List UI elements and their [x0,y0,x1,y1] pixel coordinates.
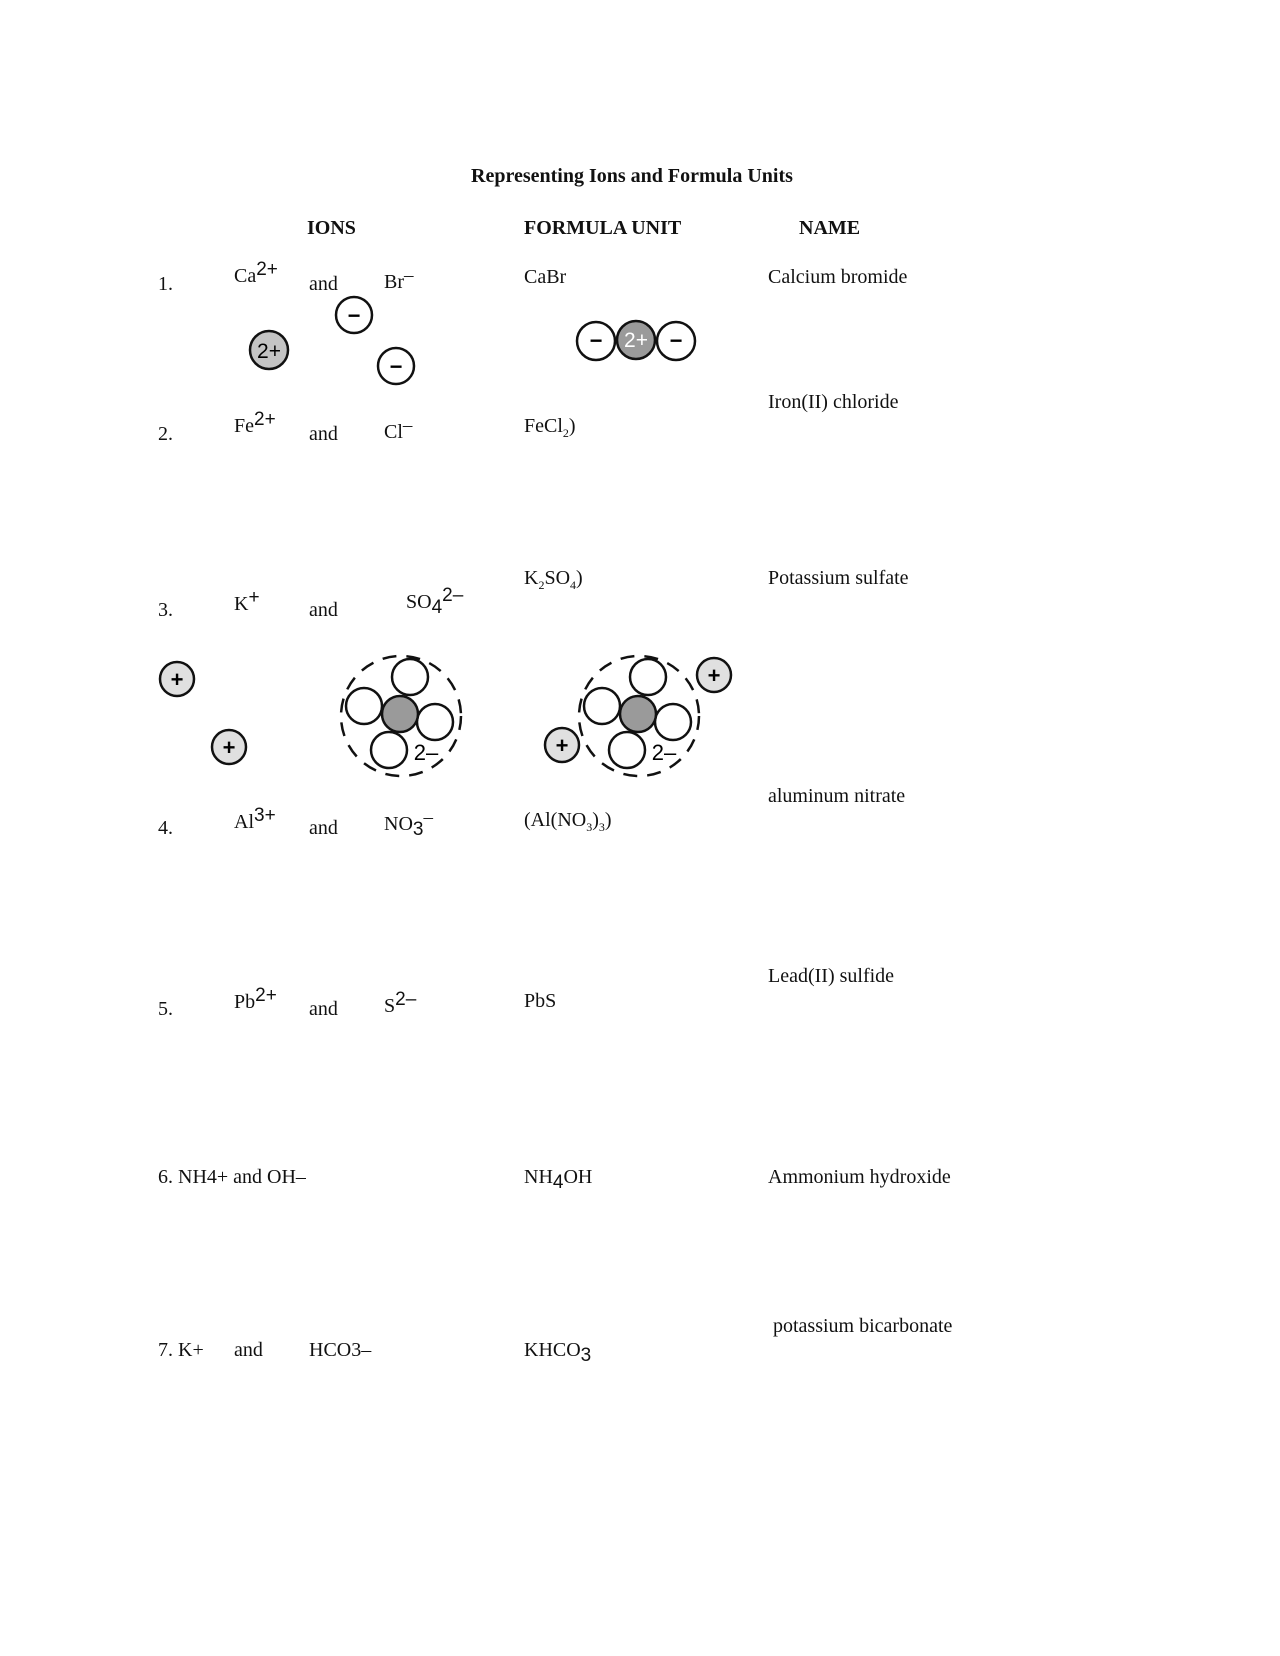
formula-unit: PbS [524,990,557,1012]
compound-name: aluminum nitrate [768,785,906,807]
cation-plus-diagram [209,728,249,768]
formula-unit: CaBr [524,266,567,288]
charge-label: 2– [651,740,677,765]
charge-label: − [589,328,603,353]
compound-name: Calcium bromide [768,266,908,288]
cation: K+ [234,587,260,615]
row-number: 5. [158,998,173,1020]
anion: HCO3– [309,1339,372,1361]
charge-label: − [669,328,683,353]
charge-label: + [222,735,236,760]
cation-2plus-diagram [240,326,290,376]
anion-minus-diagram [332,295,376,339]
header-name: NAME [799,217,861,239]
header-ions: IONS [307,217,356,239]
anion: $NO_3^-$ [384,807,433,840]
row-number: 2. [158,423,173,445]
formula-unit-cabr2-diagram [574,318,704,364]
and-word: and [309,423,338,445]
formula-unit: $NH_4OH$ [524,1166,593,1193]
compound-name: Ammonium hydroxide [768,1166,951,1188]
cation: $Ca^{2+}$ [234,259,278,287]
charge-label: − [389,354,403,379]
compound-name: Lead(II) sulfide [768,965,895,987]
formula-unit: $KHCO_3$ [524,1339,592,1366]
formula-unit: $(Al(NO_3)_3)$ [524,809,612,834]
row-number: 7. K+ [158,1339,204,1361]
cation-plus-diagram [694,656,734,696]
charge-label: 2+ [624,329,648,352]
charge-label: + [555,733,569,758]
and-word: and [234,1339,263,1361]
charge-label: + [170,667,184,692]
formula-unit: $K_2SO_4$) [524,567,583,592]
anion: Cl– [384,415,413,443]
row-number: 3. [158,599,173,621]
charge-label: 2+ [257,340,281,363]
row-number: 4. [158,817,173,839]
cation-plus-diagram [157,660,197,700]
cation-plus-diagram [542,726,582,766]
and-word: and [309,998,338,1020]
charge-label: 2– [413,740,439,765]
anion: $S^{2-}$ [384,989,417,1017]
sulfate-formula-unit-diagram [572,648,712,784]
and-word: and [309,599,338,621]
compound-name: potassium bicarbonate [773,1315,953,1337]
compound-name: Potassium sulfate [768,567,909,589]
page-title: Representing Ions and Formula Units [471,165,793,187]
formula-unit: FeCl$_2$) [524,415,576,440]
and-word: and [309,817,338,839]
sulfate-ion-diagram [334,648,474,784]
anion: Br– [384,265,414,293]
charge-label: + [707,663,721,688]
anion-minus-diagram [374,346,418,390]
row-number: 1. [158,273,173,295]
charge-label: − [347,303,361,328]
anion: $SO_4^{2-}$ [406,585,464,618]
cation: $Pb^{2+}$ [234,985,277,1013]
row-text: 6. NH4+ and OH– [158,1166,306,1188]
header-formula-unit: FORMULA UNIT [524,217,682,239]
cation: $Fe^{2+}$ [234,409,276,437]
compound-name: Iron(II) chloride [768,391,899,413]
and-word: and [309,273,338,295]
cation: $Al^{3+}$ [234,805,276,833]
